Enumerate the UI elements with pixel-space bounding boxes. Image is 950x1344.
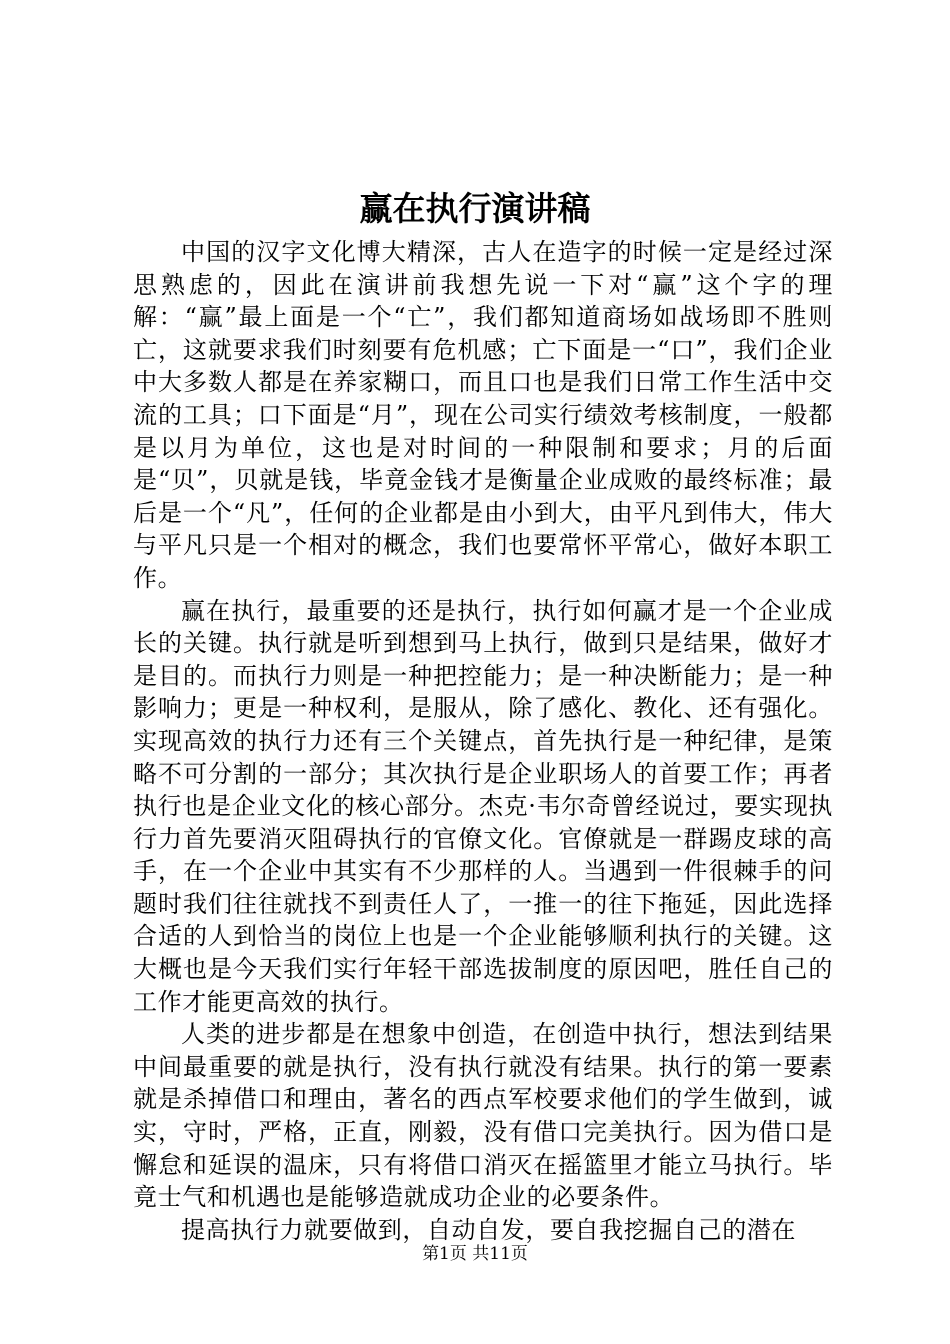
paragraph-3: 人类的进步都是在想象中创造，在创造中执行，想法到结果中间最重要的就是执行，没有执行就没有结果。执行的第一要素就是杀掉借口和理由，著名的西点军校要求他们的学生做到，诚实，守时，严格，正直，刚毅，没有借口完美执行。因为借口是懈怠和延误的温床，只有将借口消灭在摇篮里才能立马执行。毕竟士气和机遇也是能够造就成功企业的必要条件。 xyxy=(133,1020,833,1212)
page-number-footer: 第1页 共11页 xyxy=(422,1244,528,1264)
paragraph-1: 中国的汉字文化博大精深，古人在造字的时候一定是经过深思熟虑的，因此在演讲前我想先说一下对“赢”这个字的理解：“赢”最上面是一个“亡”，我们都知道商场如战场即不胜则亡，这就要求我们时刻要有危机感；亡下面是一“口”，我们企业中大多数人都是在养家糊口，而且口也是我们日常工作生活中交流的工具；口下面是“月”，现在公司实行绩效考核制度，一般都是以月为单位，这也是对时间的一种限制和要求；月的后面是“贝”，贝就是钱，毕竟金钱才是衡量企业成败的最终标准；最后是一个“凡”，任何的企业都是由小到大，由平凡到伟大，伟大与平凡只是一个相对的概念，我们也要常怀平常心，做好本职工作。 xyxy=(133,238,833,592)
document-body xyxy=(133,236,833,1246)
paragraph-2: 赢在执行，最重要的还是执行，执行如何赢才是一个企业成长的关键。执行就是听到想到马上执行，做到只是结果，做好才是目的。而执行力则是一种把控能力；是一种决断能力；是一种影响力；更是一种权利，是服从，除了感化、教化、还有强化。实现高效的执行力还有三个关键点，首先执行是一种纪律，是策略不可分割的一部分；其次执行是企业职场人的首要工作；再者执行也是企业文化的核心部分。杰克·韦尔奇曾经说过，要实现执行力首先要消灭阻碍执行的官僚文化。官僚就是一群踢皮球的高手，在一个企业中其实有不少那样的人。当遇到一件很棘手的问题时我们往往就找不到责任人了，一推一的往下拖延，因此选择合适的人到恰当的岗位上也是一个企业能够顺利执行的关键。这大概也是今天我们实行年轻干部选拔制度的原因吧，胜任自己的工作才能更高效的执行。 xyxy=(133,596,833,1016)
document-title: 赢在执行演讲稿 xyxy=(359,189,591,228)
paragraph-4: 提高执行力就要做到，自动自发，要自我挖掘自己的潜在 xyxy=(181,1215,796,1244)
